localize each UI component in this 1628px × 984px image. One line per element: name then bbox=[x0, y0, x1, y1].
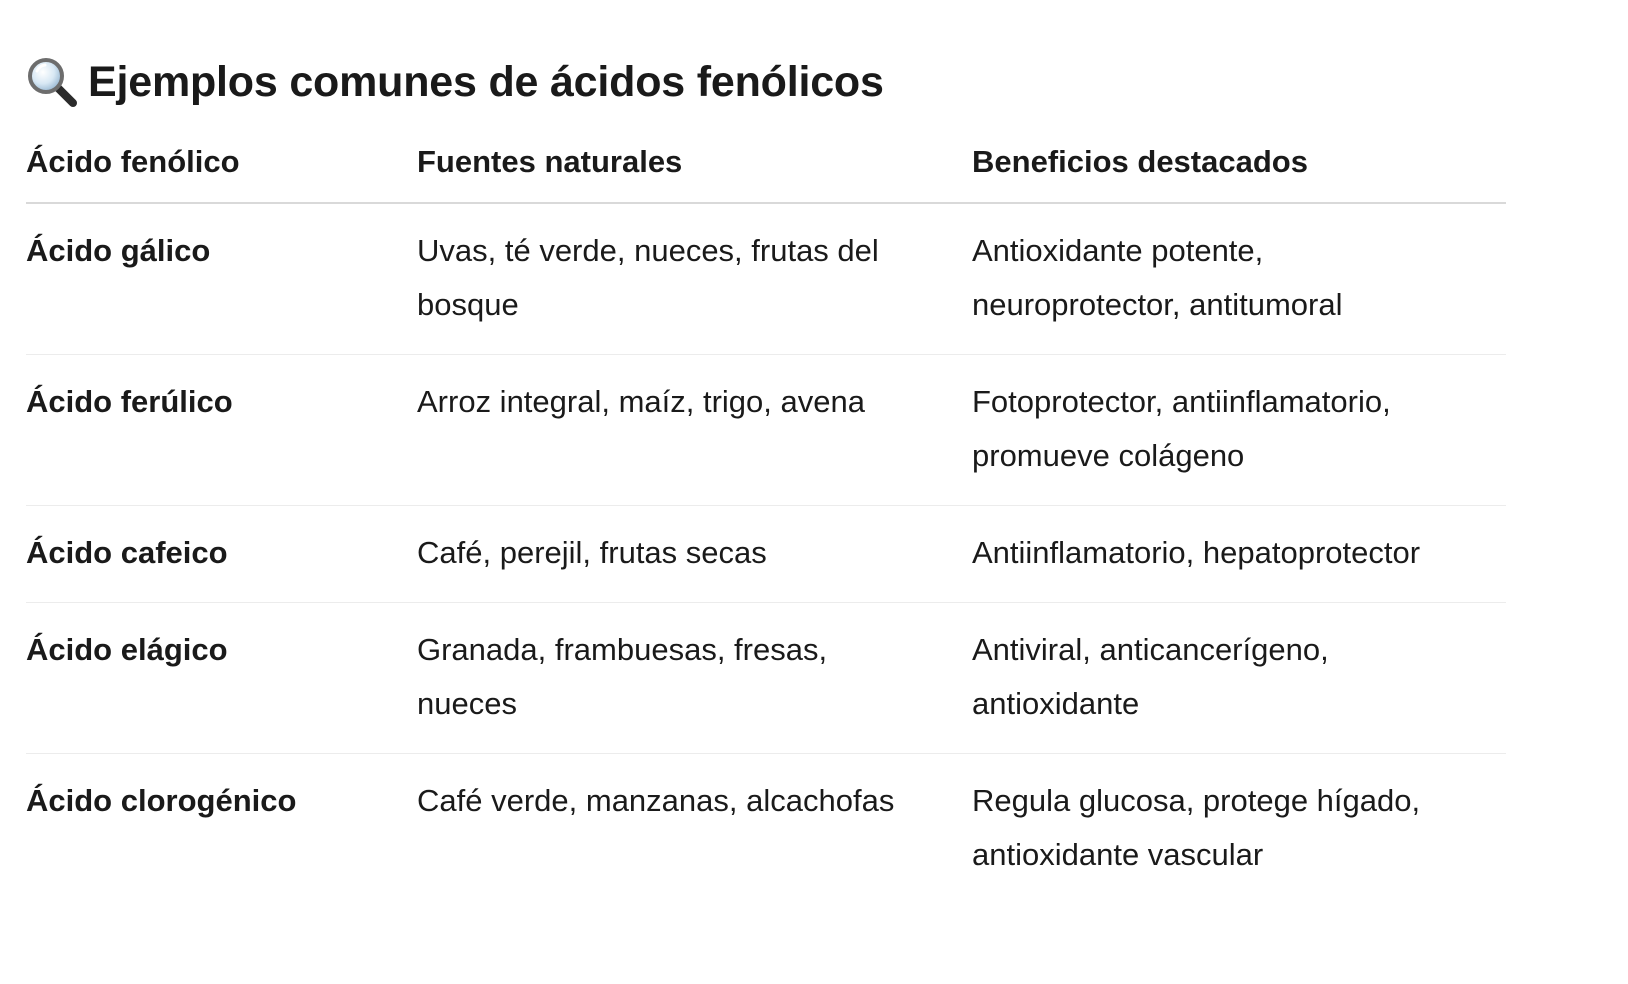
benefits-cell: Antiviral, anticancerígeno, antioxidante bbox=[972, 603, 1506, 754]
sources-cell: Café verde, manzanas, alcachofas bbox=[417, 783, 895, 818]
sources-cell: Café, perejil, frutas secas bbox=[417, 506, 972, 603]
sources-cell: Arroz integral, maíz, trigo, avena bbox=[417, 355, 972, 506]
table-header-row bbox=[26, 144, 1506, 203]
table-row bbox=[26, 203, 1506, 355]
table-row bbox=[26, 603, 1506, 754]
column-header-acid: Ácido fenólico bbox=[26, 144, 417, 203]
acid-name-cell: Ácido clorogénico bbox=[26, 783, 297, 818]
table-row bbox=[26, 355, 1506, 506]
benefits-cell: Fotoprotector, antiinflamatorio, promueve colágeno bbox=[972, 355, 1506, 506]
phenolic-acids-table bbox=[26, 144, 1506, 904]
benefits-cell: Antiinflamatorio, hepatoprotector bbox=[972, 506, 1506, 603]
acid-name-cell: Ácido cafeico bbox=[26, 506, 417, 603]
column-header-benefits: Beneficios destacados bbox=[972, 144, 1506, 203]
acid-name-cell: Ácido ferúlico bbox=[26, 355, 417, 506]
sources-cell: Granada, frambuesas, fresas, nueces bbox=[417, 603, 972, 754]
page-title: Ejemplos comunes de ácidos fenólicos bbox=[88, 57, 884, 106]
table-row bbox=[26, 506, 1506, 603]
sources-cell: Uvas, té verde, nueces, frutas del bosque bbox=[417, 203, 972, 355]
acid-name-cell: Ácido elágico bbox=[26, 603, 417, 754]
benefits-cell: Antioxidante potente, neuroprotector, antitumoral bbox=[972, 203, 1506, 355]
acid-name-cell: Ácido gálico bbox=[26, 203, 417, 355]
magnifying-glass-icon bbox=[26, 56, 78, 108]
benefits-cell: Regula glucosa, protege hígado, antioxidante vascular bbox=[972, 783, 1421, 872]
column-header-sources: Fuentes naturales bbox=[417, 144, 972, 203]
table-row bbox=[26, 754, 1506, 905]
document-body bbox=[26, 52, 1506, 904]
section-heading bbox=[26, 52, 1506, 112]
